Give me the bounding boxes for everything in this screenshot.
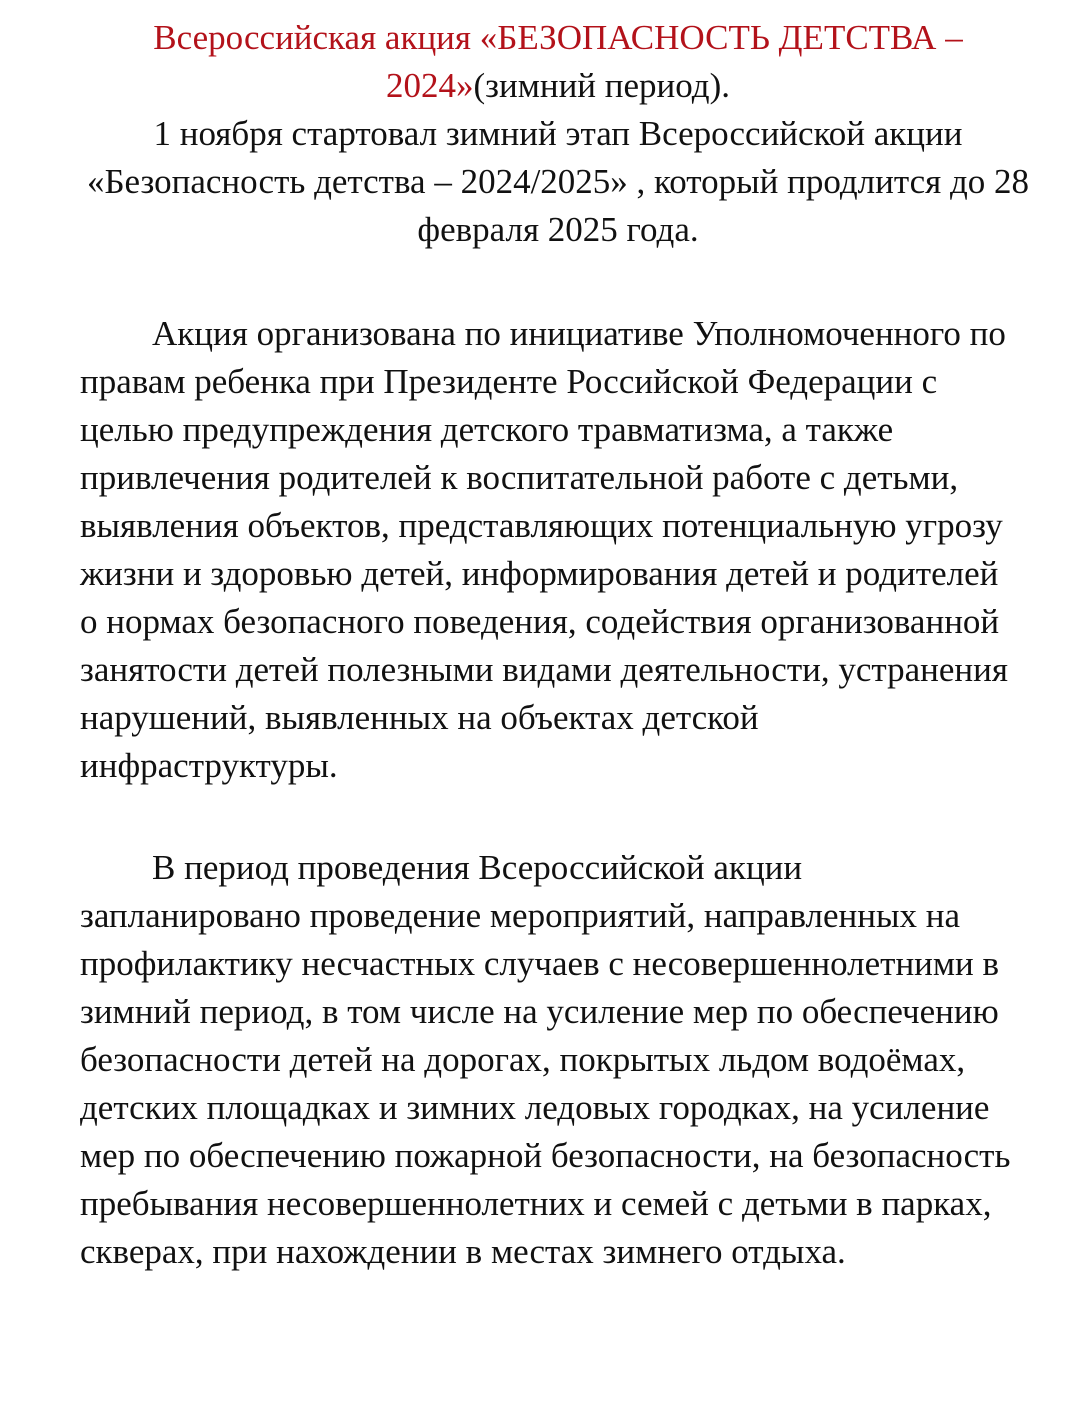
intro-text: 1 ноября стартовал зимний этап Всероссийской акции «Безопасность детства – 2024/2025» , который продлится до 28 февраля 2025 года.: [86, 114, 1030, 249]
document-header: [80, 14, 1036, 254]
paragraph-organization: Акция организована по инициативе Уполномоченного по правам ребенка при Президенте Российской Федерации с целью предупреждения детского травматизма, а также привлечения родителей к воспитательной работе с детьми, выявления объектов, представляющих потенциальную угрозу жизни и здоровью детей, информирования детей и родителей о нормах безопасного поведения, содействия организованной занятости детей полезными видами деятельности, устранения нарушений, выявленных на объектах детской инфраструктуры.: [80, 314, 1008, 785]
document-title-suffix: (зимний период).: [473, 66, 730, 105]
paragraph-activities: В период проведения Всероссийской акции запланировано проведение мероприятий, направленных на профилактику несчастных случаев с несовершеннолетними в зимний период, в том числе на усиление мер по обеспечению безопасности детей на дорогах, покрытых льдом водоёмах, детских площадках и зимних ледовых городках, на усиление мер по обеспечению пожарной безопасности, на безопасность пребывания несовершеннолетних и семей с детьми в парках, скверах, при нахождении в местах зимнего отдыха.: [80, 848, 1011, 1271]
document-title: Всероссийская акция «БЕЗОПАСНОСТЬ ДЕТСТВА – 2024»: [153, 18, 963, 105]
